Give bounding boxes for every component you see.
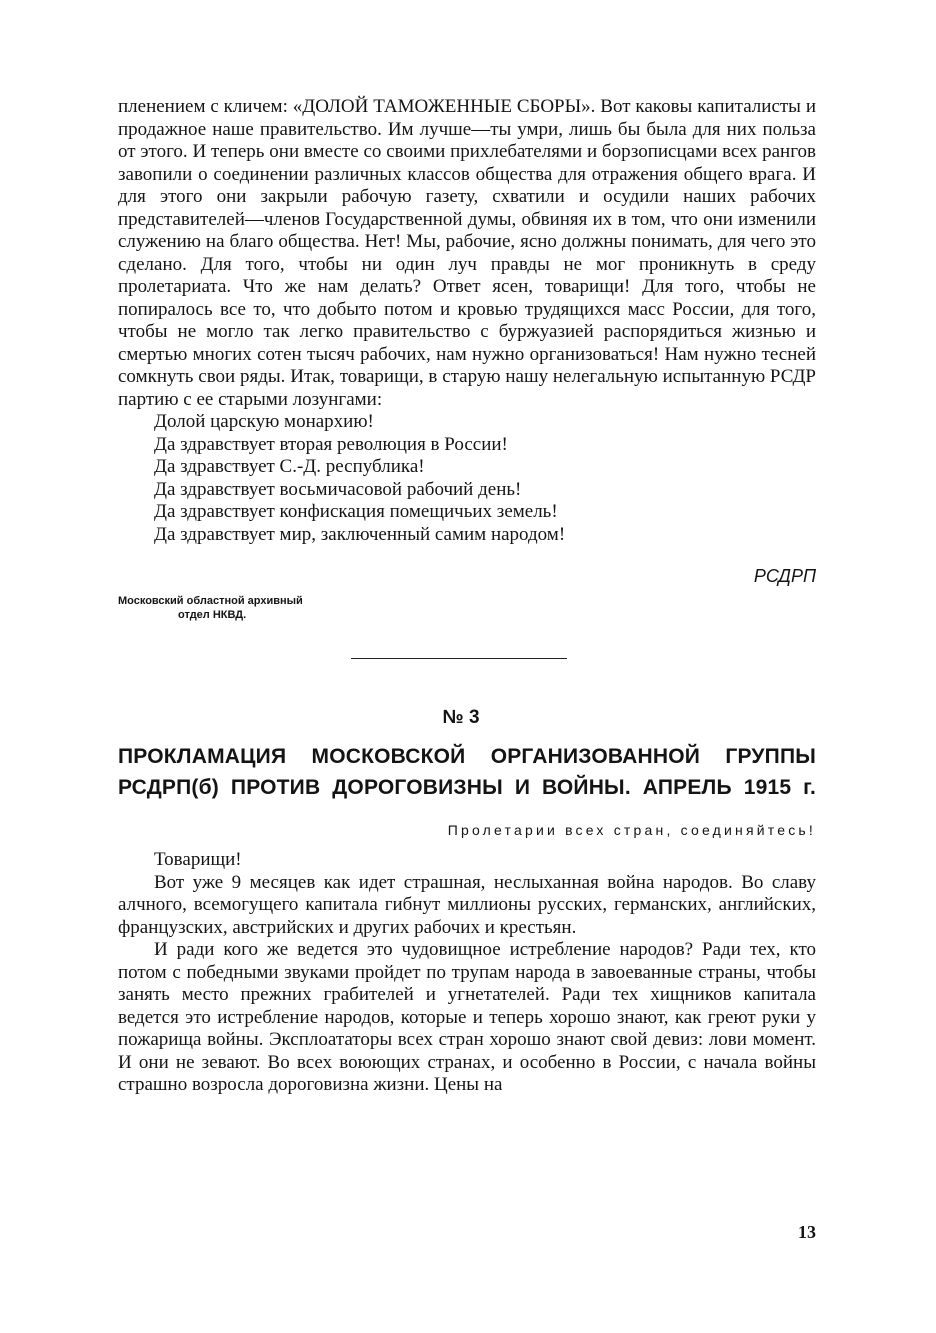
archive-source-line: Московский областной архивный xyxy=(118,595,303,607)
body-paragraph: Вот уже 9 месяцев как идет страшная, неслыханная война народов. Во славу алчного, всемогущего капитала гибнут миллионы русских, германских, английских, французских, австрийских и других рабочих и крестьян. xyxy=(118,871,816,938)
archive-source xyxy=(118,594,816,622)
slogan-item: Да здравствует мир, заключенный самим народом! xyxy=(154,523,566,545)
section-divider xyxy=(351,658,567,659)
slogan-item: Долой царскую монархию! xyxy=(154,411,374,432)
signature: РСДРП xyxy=(753,566,816,586)
body-paragraph: И ради кого же ведется это чудовищное истребление народов? Ради тех, кто потом с победными звуками пройдет по трупам народа в завоеванные страны, чтобы занять место прежних грабителей и угнетателей. Ради тех хищников капитала ведется это истребление народов, которые и теперь хорошо знают, как греют руки у пожарища войны. Эксплоататоры всех стран хорошо знают свой девиз: лови момент. И они не зевают. Во всех воюющих странах, и особенно в России, с начала войны страшно возросла дороговизна жизни. Цены на xyxy=(118,939,816,1095)
continuation-paragraph: пленением с кличем: «ДОЛОЙ ТАМОЖЕННЫЕ СБОРЫ». Вот каковы капиталисты и продажное наше правительство. Им лучше—ты умри, лишь бы была для них польза от этого. И теперь они вместе со своими прихлебателями и борзописцами всех рангов завопили о соединении различных классов общества для отражения общего врага. И для этого они закрыли рабочую газету, схватили и осудили наших рабочих представителей—членов Государственной думы, обвиняя их в том, что они изменили служению на благо общества. Нет! Мы, рабочие, ясно должны понимать, для чего это сделано. Для того, чтобы ни один луч правды не мог проникнуть в среду пролетариата. Что же нам делать? Ответ ясен, товарищи! Для того, чтобы не попиралось все то, что добыто потом и кровью трудящихся масс России, для того, чтобы не могло так легко правительство с буржуазией распорядиться жизнью и смертью многих сотен тысяч рабочих, нам нужно организоваться! Нам нужно тесней сомкнуть свои ряды. Итак, товарищи, в старую нашу нелегальную испытанную РСДР партию с ее старыми лозунгами: xyxy=(118,96,816,410)
archive-source-line: отдел НКВД. xyxy=(178,609,247,621)
document-page xyxy=(118,96,816,1097)
slogan-item: Да здравствует вторая революция в России! xyxy=(154,433,508,455)
document-title-line: РСДРП(б) ПРОТИВ ДОРОГОВИЗНЫ И ВОЙНЫ. АПРЕЛЬ 1915 г. xyxy=(118,776,816,799)
page-number: 13 xyxy=(798,1222,816,1242)
slogan-item: Да здравствует конфискация помещичьих земель! xyxy=(154,501,558,522)
greeting: Товарищи! xyxy=(154,849,242,870)
slogan-item: Да здравствует восьмичасовой рабочий день! xyxy=(154,478,522,500)
slogan-item: Да здравствует С.-Д. республика! xyxy=(154,456,425,477)
document-number: № 3 xyxy=(442,707,480,728)
motto: Пролетарии всех стран, соединяйтесь! xyxy=(447,822,816,838)
document-title xyxy=(118,741,816,803)
document-title-line: ПРОКЛАМАЦИЯ МОСКОВСКОЙ ОРГАНИЗОВАННОЙ ГРУППЫ xyxy=(118,745,816,768)
slogan-list xyxy=(118,411,816,546)
